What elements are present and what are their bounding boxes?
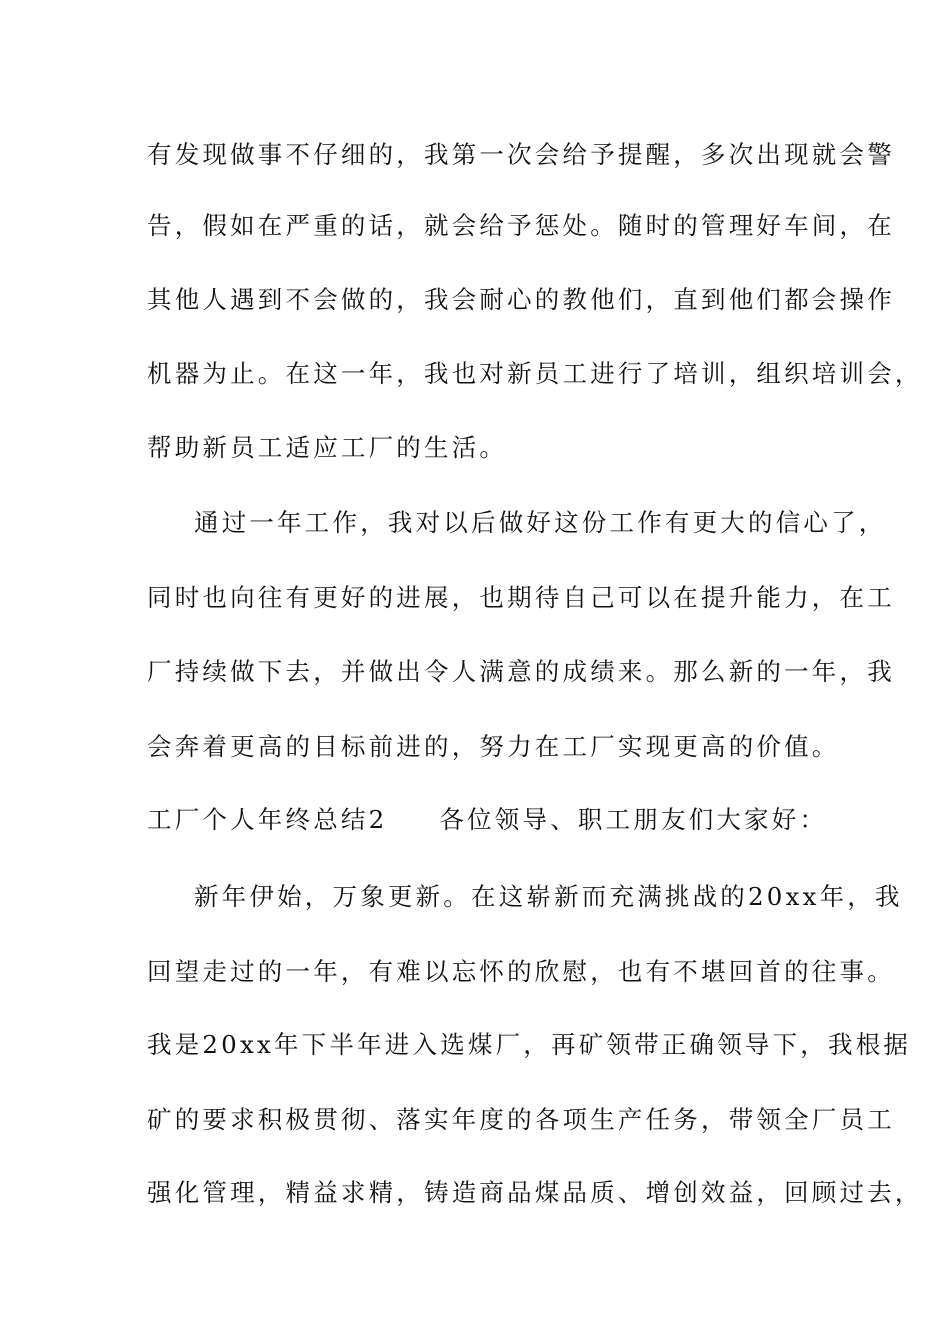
paragraph-first-line: 通过一年工作，我对以后做好这份工作有更大的信心了， (194, 508, 887, 537)
text-line: 告，假如在严重的话，就会给予惩处。随时的管理好车间，在 (147, 211, 895, 240)
section-heading: 工厂个人年终总结2 (147, 805, 388, 834)
text-line: 帮助新员工适应工厂的生活。 (147, 433, 508, 462)
text-line: 同时也向往有更好的进展，也期待自己可以在提升能力，在工 (147, 583, 895, 612)
text-line: 矿的要求积极贯彻、落实年度的各项生产任务，带领全厂员工 (147, 1105, 895, 1134)
text-line: 机器为止。在这一年，我也对新员工进行了培训，组织培训会， (147, 359, 923, 388)
text-line: 强化管理，精益求精，铸造商品煤品质、增创效益，回顾过去， (147, 1178, 923, 1207)
paragraph-first-line: 新年伊始，万象更新。在这崭新而充满挑战的20xx年，我 (194, 882, 903, 911)
section-heading-line (147, 800, 837, 840)
text-line: 有发现做事不仔细的，我第一次会给予提醒，多次出现就会警 (147, 140, 895, 169)
text-line: 我是20xx年下半年进入选煤厂，再矿领带正确领导下，我根据 (147, 1030, 912, 1059)
text-line: 回望走过的一年，有难以忘怀的欣慰，也有不堪回首的往事。 (147, 957, 895, 986)
text-line: 厂持续做下去，并做出令人满意的成绩来。那么新的一年，我 (147, 657, 895, 686)
text-line: 会奔着更高的目标前进的，努力在工厂实现更高的价值。 (147, 732, 840, 761)
text-line: 其他人遇到不会做的，我会耐心的教他们，直到他们都会操作 (147, 285, 895, 314)
greeting: 各位领导、职工朋友们大家好： (439, 805, 828, 834)
